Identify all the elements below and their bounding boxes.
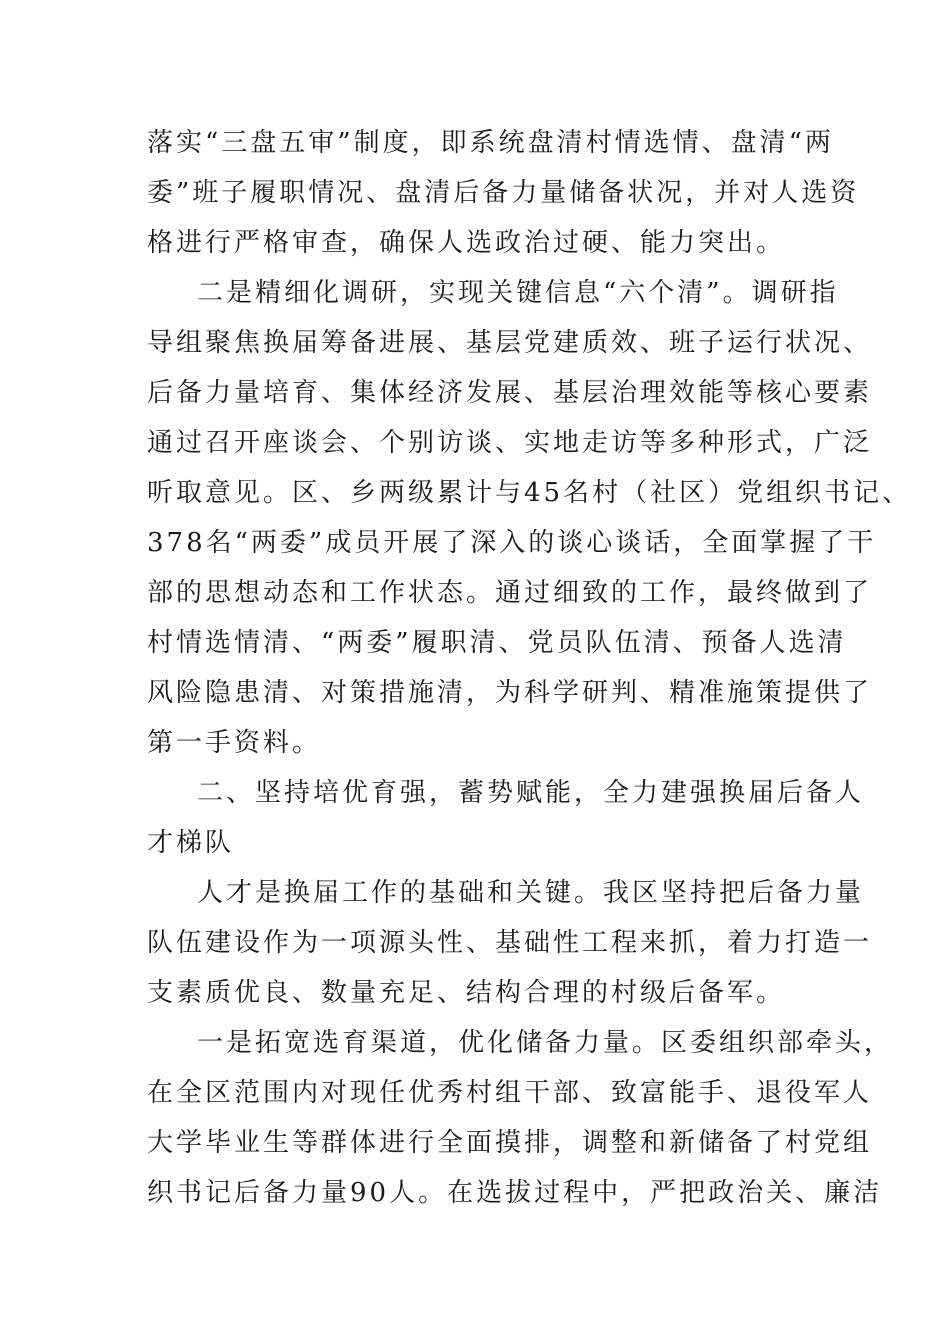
- text-line: 村情选情清、“两委”履职清、党员队伍清、预备人选清: [147, 628, 847, 658]
- text-line: 部的思想动态和工作状态。通过细致的工作，最终做到了: [147, 578, 873, 608]
- text-line: 委”班子履职情况、盘清后备力量储备状况，并对人选资: [147, 178, 860, 208]
- text-line: 通过召开座谈会、个别访谈、实地走访等多种形式，广泛: [147, 428, 873, 458]
- text-line: 导组聚焦换届筹备进展、基层党建质效、班子运行状况、: [147, 328, 873, 358]
- paragraph-first-line: 二是精细化调研，实现关键信息“六个清”。调研指: [197, 278, 839, 308]
- text-line: 队伍建设作为一项源头性、基础性工程来抓，着力打造一: [147, 928, 873, 958]
- paragraph-first-line: 人才是换届工作的基础和关键。我区坚持把后备力量: [197, 878, 865, 908]
- text-line: 在全区范围内对现任优秀村组干部、致富能手、退役军人: [147, 1078, 873, 1108]
- section-heading: 才梯队: [147, 828, 235, 858]
- text-line: 听取意见。区、乡两级累计与45名村（社区）党组织书记、: [147, 478, 912, 508]
- section-heading: 二、坚持培优育强，蓄势赋能，全力建强换届后备人: [197, 778, 865, 808]
- paragraph-first-line: 一是拓宽选育渠道，优化储备力量。区委组织部牵头，: [197, 1028, 894, 1058]
- text-line: 第一手资料。: [147, 728, 322, 758]
- text-line: 风险隐患清、对策措施清，为科学研判、精准施策提供了: [147, 678, 873, 708]
- text-line: 378名“两委”成员开展了深入的谈心谈话，全面掌握了干: [147, 528, 877, 558]
- text-line: 格进行严格审查，确保人选政治过硬、能力突出。: [147, 228, 786, 258]
- text-line: 后备力量培育、集体经济发展、基层治理效能等核心要素: [147, 378, 873, 408]
- text-line: 落实“三盘五审”制度，即系统盘清村情选情、盘清“两: [147, 128, 834, 158]
- text-line: 织书记后备力量90人。在选拔过程中，严把政治关、廉洁: [147, 1178, 883, 1208]
- text-line: 大学毕业生等群体进行全面摸排，调整和新储备了村党组: [147, 1128, 873, 1158]
- text-line: 支素质优良、数量充足、结构合理的村级后备军。: [147, 978, 786, 1008]
